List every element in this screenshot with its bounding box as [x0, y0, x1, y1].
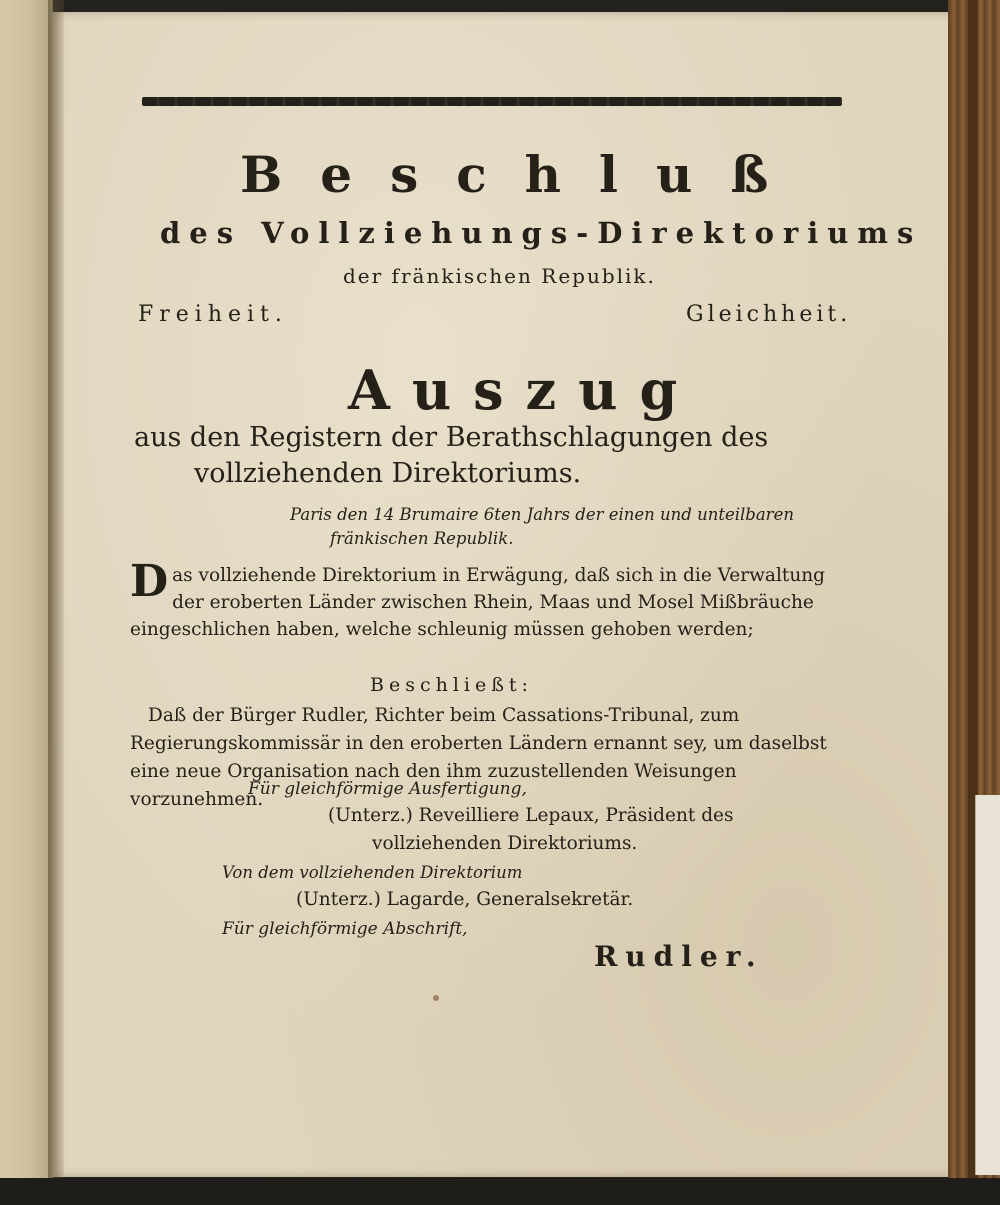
- extract-subheading: [134, 420, 834, 492]
- motto-freedom: Freiheit.: [138, 302, 288, 327]
- facing-page-edge: [0, 0, 53, 1178]
- scan-background-bottom: [0, 1178, 1000, 1205]
- preamble-text: as vollziehende Direktorium in Erwägung, daß sich in die Verwaltung der eroberten Länder zwischen Rhein, Maas und Mosel Mißbräuche eingeschlichen haben, welche schleunig müssen gehoben werden;: [130, 565, 825, 640]
- republic-line: der fränkischen Republik.: [343, 264, 656, 288]
- drop-cap: D: [130, 556, 169, 607]
- conformity-note-1: Für gleichförmige Ausfertigung,: [248, 779, 527, 799]
- president-signature-line: [296, 802, 836, 858]
- header-rule: [142, 97, 842, 106]
- conformity-note-2: Für gleichförmige Abschrift,: [222, 919, 468, 939]
- secretary-signature-line: (Unterz.) Lagarde, Generalsekretär.: [296, 889, 634, 910]
- extract-subheading-text: aus den Registern der Berathschlagungen des vollziehenden Direktoriums.: [134, 422, 769, 489]
- extract-heading: Auszug: [348, 358, 700, 422]
- resolves-heading: Beschließt:: [370, 674, 533, 696]
- book-gutter: [48, 0, 64, 1180]
- president-signature-text: (Unterz.) Reveilliere Lepaux, Präsident des vollziehenden Direktoriums.: [328, 805, 734, 854]
- ink-spot: [433, 995, 439, 1001]
- resolution-paragraph: Daß der Bürger Rudler, Richter beim Cassations-Tribunal, zum Regierungskommissär in den eroberten Ländern ernannt sey, um daselbst eine neue Organisation nach den ihm zuzustellenden Weisungen vorzunehmen.: [130, 705, 827, 810]
- final-signature: Rudler.: [594, 940, 764, 973]
- dateline: [290, 503, 836, 551]
- dateline-text: Paris den 14 Brumaire 6ten Jahrs der einen und unteilbaren fränkischen Republik.: [290, 505, 794, 548]
- preamble-paragraph: [130, 556, 834, 643]
- from-directory-line: Von dem vollziehenden Direktorium: [222, 863, 523, 882]
- motto-equality: Gleichheit.: [686, 302, 852, 327]
- page-title: Beschluß: [240, 145, 807, 204]
- page-subtitle: des Vollziehungs-Direktoriums: [160, 216, 923, 250]
- inserted-sheet-edge: [975, 795, 1000, 1175]
